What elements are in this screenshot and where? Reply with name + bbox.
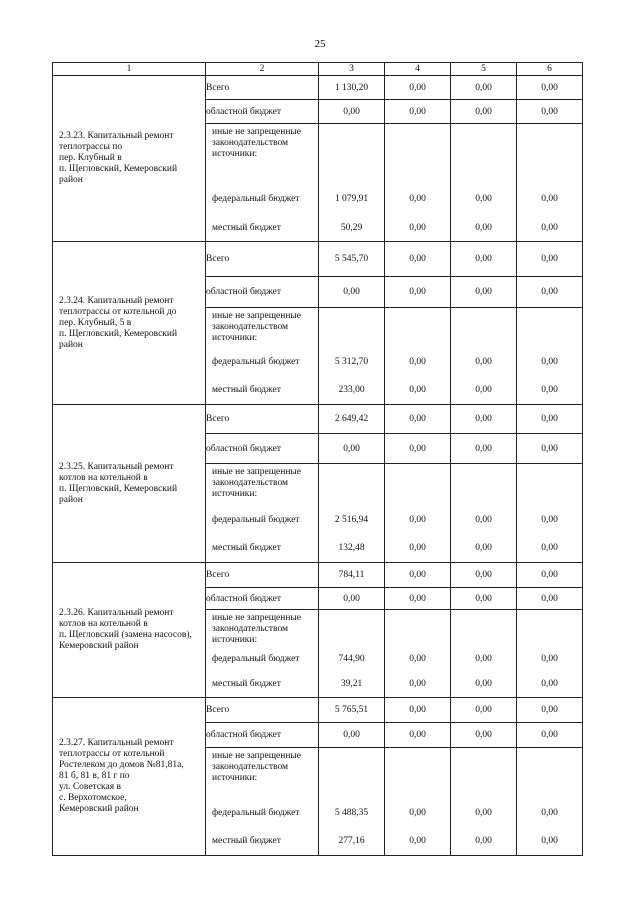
activity-name: 2.3.26. Капитальный ремонт котлов на котельной в п. Щегловский (замена насосов), Кемеровский район	[53, 563, 206, 698]
source-label-local: местный бюджет	[212, 679, 281, 689]
amount-cell: 0,00	[451, 277, 517, 308]
amount-cell: 0,00	[319, 100, 385, 124]
amount-cell: 0,00	[475, 194, 492, 204]
source-label-other: иные не запрещенные законодательством источники:	[212, 613, 302, 645]
amount-cell: 2 649,42	[319, 405, 385, 434]
amount-cell: 0,00	[385, 723, 451, 748]
amount-cell: 0,00	[409, 679, 426, 689]
source-label-federal: федеральный бюджет	[212, 807, 300, 818]
amount-cell: 0,00	[541, 385, 558, 395]
amount-cell: 0,00	[409, 385, 426, 395]
column-number-header: 1	[53, 63, 206, 76]
amount-cell: 0,00	[385, 563, 451, 588]
amount-cell: 0,00	[451, 242, 517, 277]
source-label-other: иные не запрещенные законодательством источники:	[212, 311, 302, 343]
amount-cell: 0,00	[541, 679, 558, 689]
source-label-total: Всего	[206, 242, 319, 277]
activity-name: 2.3.27. Капитальный ремонт теплотрассы от котельной Ростелеком до домов №81,81а, 81 б, 81 в, 81 г по ул. Советская в с. Верхотомское, Кемеровский район	[53, 698, 206, 856]
amount-cell: 0,00	[517, 698, 583, 723]
amount-cell: 784,11	[319, 563, 385, 588]
amount-cell: 0,00	[451, 563, 517, 588]
amount-cell: 0,00	[451, 588, 517, 610]
amount-cell: 0,00	[541, 653, 558, 664]
column-number-header: 5	[451, 63, 517, 76]
source-label-regional: областной бюджет	[206, 277, 319, 308]
activity-name: 2.3.23. Капитальный ремонт теплотрассы по пер. Клубный в п. Щегловский, Кемеровский район	[53, 76, 206, 242]
source-label-local: местный бюджет	[212, 836, 281, 846]
source-label-other: иные не запрещенные законодательством источники:	[212, 751, 302, 783]
source-label-regional: областной бюджет	[206, 588, 319, 610]
amount-cell: 0,00	[541, 807, 558, 818]
source-label-regional: областной бюджет	[206, 434, 319, 464]
amount-cell: 0,00	[319, 723, 385, 748]
table-row	[53, 698, 583, 723]
amount-cell: 1 130,20	[319, 76, 385, 100]
amount-cell: 0,00	[319, 588, 385, 610]
table-header-row	[53, 63, 583, 76]
amount-cell: 0,00	[451, 434, 517, 464]
amount-cell: 0,00	[451, 76, 517, 100]
amount-cell: 0,00	[475, 807, 492, 818]
amount-cell: 0,00	[475, 836, 492, 846]
table-row	[53, 405, 583, 434]
column-number-header: 6	[517, 63, 583, 76]
page-number: 25	[314, 38, 326, 50]
amount-cell: 0,00	[385, 434, 451, 464]
amount-cell: 5 545,70	[319, 242, 385, 277]
amount-cell: 0,00	[541, 514, 558, 525]
amount-cell: 0,00	[451, 100, 517, 124]
amount-cell: 744,90	[338, 653, 365, 664]
amount-cell: 0,00	[517, 588, 583, 610]
amount-cell: 0,00	[409, 194, 426, 204]
amount-cell: 0,00	[385, 405, 451, 434]
amount-cell: 0,00	[451, 405, 517, 434]
amount-cell: 0,00	[385, 100, 451, 124]
activity-name: 2.3.24. Капитальный ремонт теплотрассы от котельной до пер. Клубный, 5 в п. Щегловский, Кемеровский район	[53, 242, 206, 405]
source-label-regional: областной бюджет	[206, 723, 319, 748]
amount-cell: 0,00	[541, 356, 558, 367]
amount-cell: 50,29	[340, 223, 363, 233]
amount-cell: 0,00	[475, 385, 492, 395]
amount-cell: 5 765,51	[319, 698, 385, 723]
amount-cell: 1 079,91	[334, 194, 369, 204]
amount-cell: 0,00	[409, 653, 426, 664]
amount-cell: 0,00	[409, 836, 426, 846]
amount-cell: 0,00	[385, 242, 451, 277]
source-label-regional: областной бюджет	[206, 100, 319, 124]
source-label-other: иные не запрещенные законодательством источники:	[212, 127, 302, 159]
source-label-total: Всего	[206, 698, 319, 723]
amount-cell: 0,00	[319, 434, 385, 464]
source-label-local: местный бюджет	[212, 543, 281, 553]
amount-cell: 0,00	[409, 356, 426, 367]
source-label-total: Всего	[206, 76, 319, 100]
table-row	[53, 242, 583, 277]
budget-table	[52, 62, 583, 856]
amount-cell: 0,00	[409, 807, 426, 818]
source-label-total: Всего	[206, 563, 319, 588]
amount-cell: 277,16	[338, 836, 365, 846]
source-label-local: местный бюджет	[212, 223, 281, 233]
amount-cell: 0,00	[409, 223, 426, 233]
amount-cell: 0,00	[475, 653, 492, 664]
source-label-total: Всего	[206, 405, 319, 434]
amount-cell: 5 312,70	[334, 356, 369, 367]
amount-cell: 5 488,35	[334, 807, 369, 818]
amount-cell: 0,00	[541, 543, 558, 553]
amount-cell: 0,00	[517, 277, 583, 308]
amount-cell: 0,00	[517, 723, 583, 748]
amount-cell: 0,00	[385, 76, 451, 100]
amount-cell: 0,00	[541, 836, 558, 846]
source-label-federal: федеральный бюджет	[212, 194, 300, 204]
amount-cell: 132,48	[338, 543, 365, 553]
amount-cell: 0,00	[517, 563, 583, 588]
amount-cell: 0,00	[475, 543, 492, 553]
source-label-local: местный бюджет	[212, 385, 281, 395]
source-label-federal: федеральный бюджет	[212, 514, 300, 525]
column-number-header: 3	[319, 63, 385, 76]
amount-cell: 0,00	[385, 588, 451, 610]
amount-cell: 0,00	[517, 405, 583, 434]
amount-cell: 0,00	[541, 194, 558, 204]
amount-cell: 0,00	[319, 277, 385, 308]
amount-cell: 0,00	[517, 100, 583, 124]
amount-cell: 0,00	[475, 356, 492, 367]
amount-cell: 0,00	[517, 76, 583, 100]
column-number-header: 2	[206, 63, 319, 76]
amount-cell: 0,00	[541, 223, 558, 233]
amount-cell: 0,00	[475, 223, 492, 233]
activity-name: 2.3.25. Капитальный ремонт котлов на котельной в п. Щегловский, Кемеровский район	[53, 405, 206, 563]
amount-cell: 0,00	[517, 242, 583, 277]
amount-cell: 0,00	[409, 543, 426, 553]
source-label-federal: федеральный бюджет	[212, 653, 300, 664]
amount-cell: 39,21	[340, 679, 363, 689]
table-row	[53, 76, 583, 100]
amount-cell: 0,00	[451, 723, 517, 748]
amount-cell: 0,00	[385, 698, 451, 723]
table-row	[53, 563, 583, 588]
amount-cell: 0,00	[475, 679, 492, 689]
source-label-other: иные не запрещенные законодательством источники:	[212, 467, 302, 499]
amount-cell: 0,00	[409, 514, 426, 525]
amount-cell: 0,00	[475, 514, 492, 525]
amount-cell: 233,00	[338, 385, 365, 395]
amount-cell: 0,00	[451, 698, 517, 723]
amount-cell: 0,00	[385, 277, 451, 308]
column-number-header: 4	[385, 63, 451, 76]
amount-cell: 0,00	[517, 434, 583, 464]
amount-cell: 2 516,94	[334, 514, 369, 525]
source-label-federal: федеральный бюджет	[212, 356, 300, 367]
